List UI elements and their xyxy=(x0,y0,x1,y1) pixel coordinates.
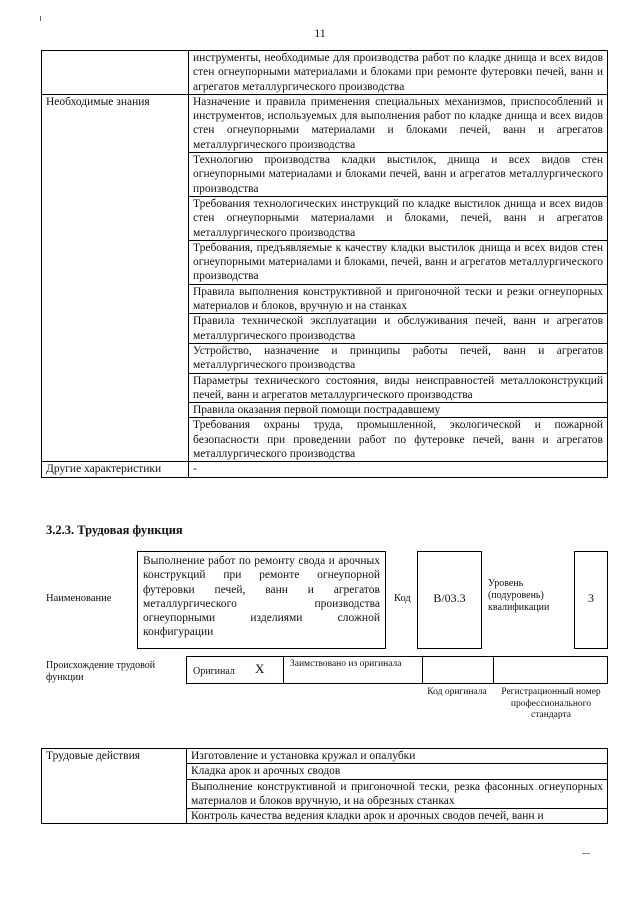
origin-label: Происхождение трудовой функции xyxy=(46,660,156,683)
action-item: Выполнение конструктивной и пригоночной тески, резка фасонных огнеупорных материалов и блоков вручную, и на обрезных станках xyxy=(187,779,608,809)
knowledge-item: Назначение и правила применения специальных механизмов, приспособлений и инструментов, используемых для выполнения работ по кладке днища и всех видов стен огнеупорными материалами и блоками печей, ванн и агрегатов металлургического производства xyxy=(189,94,608,152)
table-row xyxy=(42,749,608,764)
knowledge-label: Необходимые знания xyxy=(42,94,189,461)
other-characteristics-label: Другие характеристики xyxy=(42,462,189,477)
action-item: Кладка арок и арочных сводов xyxy=(187,764,608,779)
scan-mark xyxy=(40,16,41,21)
reg-number-cell xyxy=(493,656,608,684)
name-label: Наименование xyxy=(46,593,112,604)
level-label: Уровень (подуровень) квалификации xyxy=(488,578,550,613)
scan-mark xyxy=(582,853,590,854)
page-number: 11 xyxy=(314,26,326,40)
knowledge-item: Правила технической эксплуатации и обслуживания печей, ванн и агрегатов металлургического производства xyxy=(189,314,608,344)
knowledge-table xyxy=(41,50,608,478)
function-name: Выполнение работ по ремонту свода и арочных конструкций при ремонте огнеупорной футеровки печей, ванн и агрегатов металлургического производства огнеупорными изделиями сложной конфигурации xyxy=(137,551,386,649)
function-code: B/03.3 xyxy=(417,551,482,649)
original-label: Оригинал xyxy=(193,666,235,677)
action-item: Контроль качества ведения кладки арок и арочных сводов печей, ванн и xyxy=(187,809,608,824)
code-original-cell xyxy=(422,656,494,684)
knowledge-item: Требования охраны труда, промышленной, экологической и пожарной безопасности при проведении работ по футеровке печей, ванн и агрегатов металлургического производства xyxy=(189,418,608,462)
table-row xyxy=(42,462,608,477)
borrowed-label: Заимствовано из оригинала xyxy=(290,659,402,669)
knowledge-item: Технологию производства кладки выстилок, днища и всех видов стен огнеупорными материалами и блоками печей, ванн и агрегатов металлургического производства xyxy=(189,153,608,197)
other-characteristics-value: - xyxy=(189,462,608,477)
knowledge-item: Правила выполнения конструктивной и пригоночной тески и резки огнеупорных материалов и блоков, вручную и на станках xyxy=(189,284,608,314)
borrowed-cell xyxy=(283,656,423,684)
code-label: Код xyxy=(394,593,411,604)
code-original-caption: Код оригинала xyxy=(427,687,487,697)
original-mark: X xyxy=(255,661,265,676)
knowledge-item: Правила оказания первой помощи пострадавшему xyxy=(189,403,608,418)
knowledge-item: Устройство, назначение и принципы работы печей, ванн и агрегатов металлургического производства xyxy=(189,343,608,373)
original-cell xyxy=(186,656,284,684)
actions-label: Трудовые действия xyxy=(42,749,187,824)
section-title: 3.2.3. Трудовая функция xyxy=(46,523,183,537)
table-row xyxy=(42,51,608,95)
table-cell-empty xyxy=(42,51,189,95)
knowledge-item: Требования технологических инструкций по кладке выстилок днища и всех видов стен огнеупорными материалами и блоками, печей, ванн и агрегатов металлургического производства xyxy=(189,196,608,240)
qualification-level: 3 xyxy=(574,551,608,649)
reg-number-caption: Регистрационный номер профессионального стандарта xyxy=(501,687,601,720)
knowledge-item: Требования, предъявляемые к качеству кладки выстилок днища и всех видов стен огнеупорными материалами и блоками, печей, ванн и агрегатов металлургического производства xyxy=(189,240,608,284)
knowledge-item: Параметры технического состояния, виды неисправностей металлоконструкций печей, ванн и агрегатов металлургического производства xyxy=(189,373,608,403)
table-row xyxy=(42,94,608,152)
table-cell: инструменты, необходимые для производства работ по кладке днища и всех видов стен огнеупорными материалами и блоками при ремонте футеровки печей, ванн и агрегатов металлургического производства xyxy=(189,51,608,95)
labor-actions-table xyxy=(41,748,608,824)
action-item: Изготовление и установка кружал и опалубки xyxy=(187,749,608,764)
